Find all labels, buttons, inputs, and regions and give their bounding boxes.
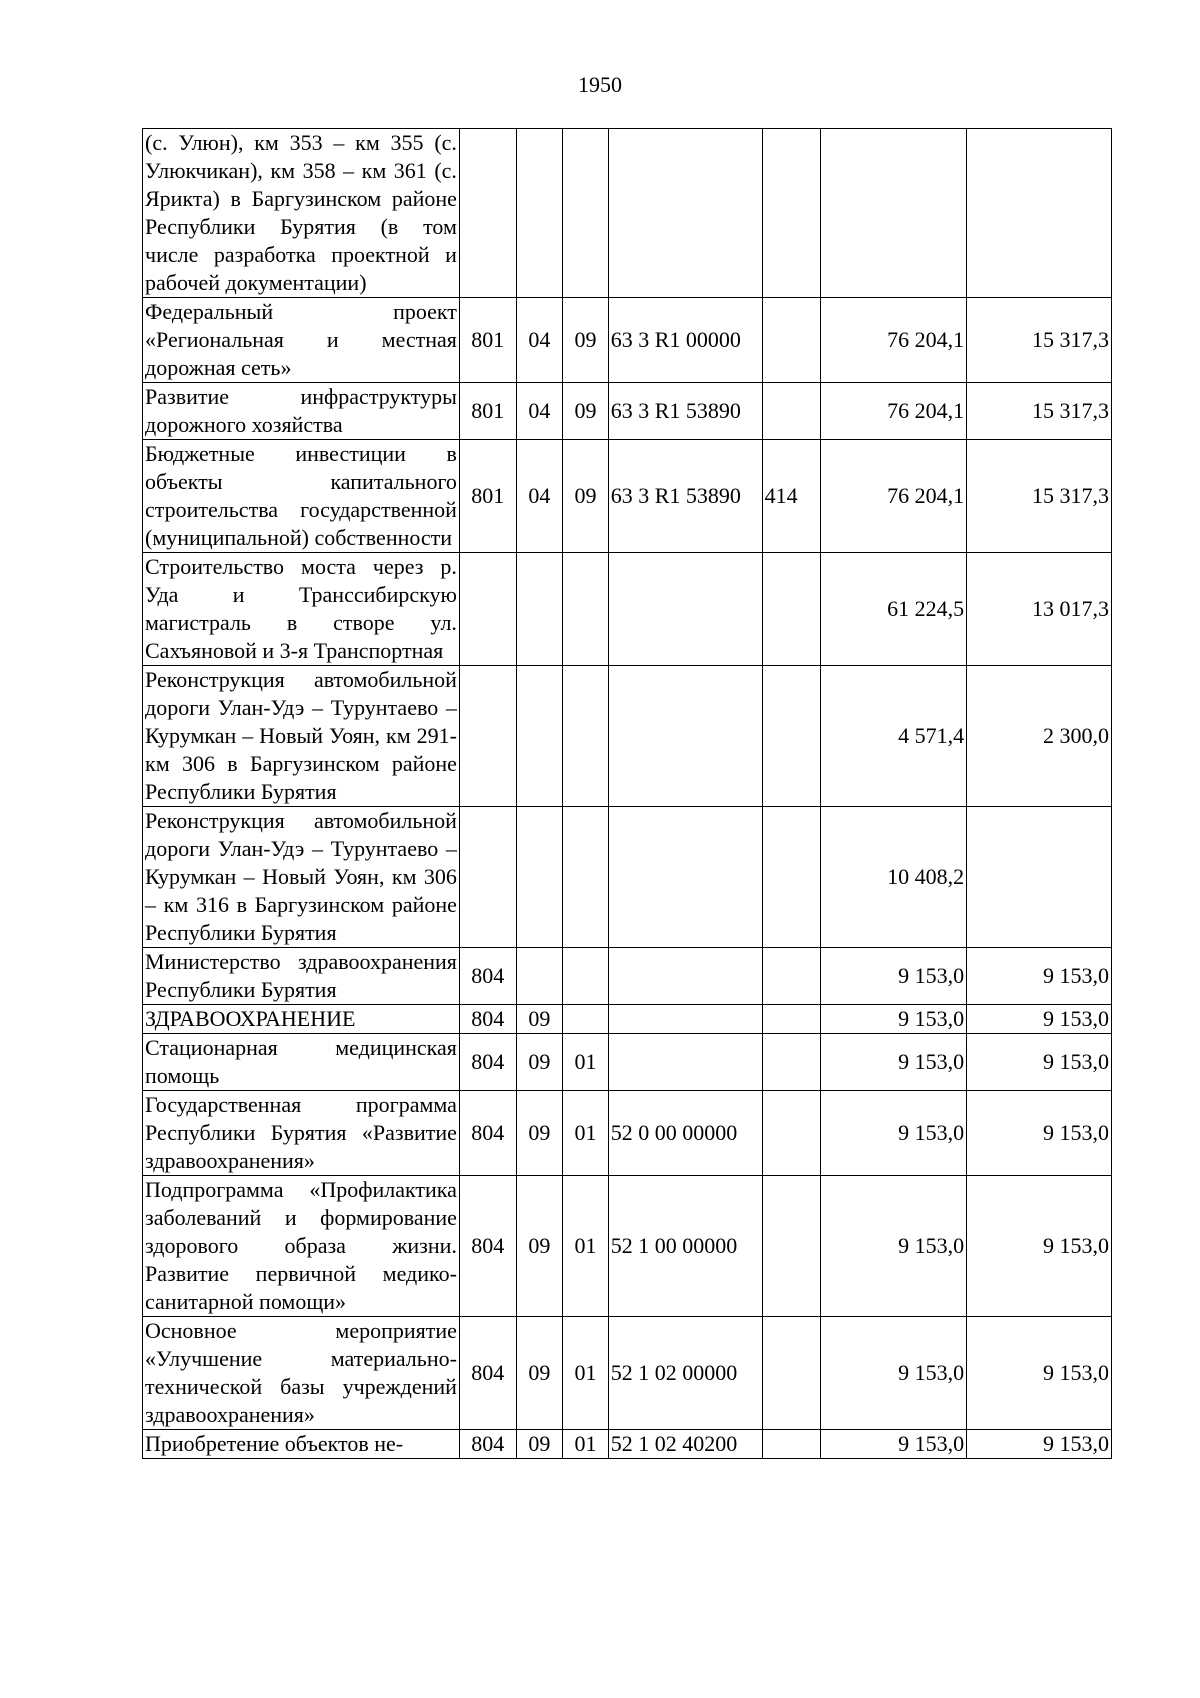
cell-amount-2: 9 153,0 (967, 1176, 1112, 1317)
table-row (143, 1091, 1112, 1176)
cell-department-code: 804 (459, 1005, 516, 1034)
cell-department-code (459, 666, 516, 807)
cell-amount-1: 76 204,1 (821, 298, 967, 383)
cell-department-code: 804 (459, 1034, 516, 1091)
cell-expense-type (762, 666, 821, 807)
cell-subsection-code: 01 (563, 1034, 609, 1091)
table-row (143, 553, 1112, 666)
cell-description: (с. Улюн), км 353 – км 355 (с. Улюкчикан), км 358 – км 361 (с. Ярикта) в Баргузинском районе Республики Бурятия (в том числе разработка проектной и рабочей документации) (143, 129, 460, 298)
cell-expense-type (762, 383, 821, 440)
cell-description: Реконструкция автомобильной дороги Улан-Удэ – Турунтаево – Курумкан – Новый Уоян, км 291- км 306 в Баргузинском районе Республики Бурятия (143, 666, 460, 807)
cell-department-code (459, 553, 516, 666)
cell-description: ЗДРАВООХРАНЕНИЕ (143, 1005, 460, 1034)
cell-amount-2: 9 153,0 (967, 1034, 1112, 1091)
cell-section-code (516, 129, 563, 298)
cell-description: Министерство здравоохранения Республики Бурятия (143, 948, 460, 1005)
cell-subsection-code (563, 807, 609, 948)
cell-description: Государственная программа Республики Бурятия «Развитие здравоохранения» (143, 1091, 460, 1176)
table-row (143, 948, 1112, 1005)
cell-target-article: 52 1 02 00000 (608, 1317, 762, 1430)
cell-subsection-code: 01 (563, 1091, 609, 1176)
cell-amount-2: 15 317,3 (967, 383, 1112, 440)
cell-target-article (608, 129, 762, 298)
cell-amount-1: 9 153,0 (821, 1176, 967, 1317)
cell-description: Приобретение объектов не- (143, 1430, 460, 1459)
cell-amount-2: 9 153,0 (967, 948, 1112, 1005)
cell-amount-1 (821, 129, 967, 298)
cell-expense-type (762, 298, 821, 383)
cell-amount-1: 9 153,0 (821, 948, 967, 1005)
cell-department-code: 804 (459, 1176, 516, 1317)
table-row (143, 807, 1112, 948)
cell-subsection-code (563, 129, 609, 298)
cell-expense-type (762, 1317, 821, 1430)
table-row (143, 383, 1112, 440)
cell-section-code: 09 (516, 1005, 563, 1034)
cell-target-article (608, 1005, 762, 1034)
cell-department-code: 804 (459, 1317, 516, 1430)
cell-subsection-code: 01 (563, 1430, 609, 1459)
cell-description: Строительство моста через р. Уда и Транссибирскую магистраль в створе ул. Сахъяновой и 3-я Транспортная (143, 553, 460, 666)
cell-subsection-code: 09 (563, 383, 609, 440)
cell-expense-type (762, 1005, 821, 1034)
cell-section-code: 09 (516, 1317, 563, 1430)
cell-target-article: 52 0 00 00000 (608, 1091, 762, 1176)
cell-description: Стационарная медицинская помощь (143, 1034, 460, 1091)
cell-expense-type (762, 1091, 821, 1176)
cell-subsection-code (563, 553, 609, 666)
cell-amount-1: 76 204,1 (821, 383, 967, 440)
cell-subsection-code: 01 (563, 1317, 609, 1430)
cell-section-code: 09 (516, 1176, 563, 1317)
cell-description: Реконструкция автомобильной дороги Улан-Удэ – Турунтаево – Курумкан – Новый Уоян, км 306 – км 316 в Баргузинском районе Республики Бурятия (143, 807, 460, 948)
cell-amount-1: 4 571,4 (821, 666, 967, 807)
cell-amount-2: 13 017,3 (967, 553, 1112, 666)
cell-department-code: 804 (459, 948, 516, 1005)
cell-amount-1: 61 224,5 (821, 553, 967, 666)
cell-department-code: 804 (459, 1091, 516, 1176)
cell-description: Бюджетные инвестиции в объекты капитального строительства государственной (муниципальной) собственности (143, 440, 460, 553)
cell-expense-type (762, 1430, 821, 1459)
cell-department-code (459, 129, 516, 298)
cell-subsection-code: 09 (563, 298, 609, 383)
cell-section-code: 04 (516, 383, 563, 440)
cell-amount-1: 76 204,1 (821, 440, 967, 553)
cell-target-article: 52 1 00 00000 (608, 1176, 762, 1317)
cell-department-code: 801 (459, 298, 516, 383)
table-body (143, 129, 1112, 1459)
table-row (143, 1176, 1112, 1317)
cell-section-code (516, 807, 563, 948)
cell-department-code: 801 (459, 383, 516, 440)
cell-expense-type (762, 807, 821, 948)
table-row (143, 666, 1112, 807)
table-row (143, 129, 1112, 298)
cell-section-code (516, 948, 563, 1005)
cell-expense-type (762, 129, 821, 298)
cell-target-article: 52 1 02 40200 (608, 1430, 762, 1459)
cell-amount-2: 15 317,3 (967, 440, 1112, 553)
cell-amount-1: 9 153,0 (821, 1317, 967, 1430)
cell-target-article: 63 3 R1 00000 (608, 298, 762, 383)
cell-description: Основное мероприятие «Улучшение материально-технической базы учреждений здравоохранения» (143, 1317, 460, 1430)
cell-department-code (459, 807, 516, 948)
table-row (143, 1317, 1112, 1430)
cell-target-article (608, 948, 762, 1005)
cell-expense-type (762, 553, 821, 666)
table-row (143, 1034, 1112, 1091)
cell-subsection-code: 01 (563, 1176, 609, 1317)
cell-amount-2: 2 300,0 (967, 666, 1112, 807)
cell-expense-type: 414 (762, 440, 821, 553)
cell-amount-2: 9 153,0 (967, 1430, 1112, 1459)
cell-section-code: 04 (516, 440, 563, 553)
cell-amount-2 (967, 807, 1112, 948)
cell-section-code: 09 (516, 1091, 563, 1176)
budget-table (142, 128, 1112, 1459)
cell-section-code: 09 (516, 1034, 563, 1091)
cell-section-code (516, 553, 563, 666)
cell-amount-2: 9 153,0 (967, 1091, 1112, 1176)
page-number: 1950 (578, 72, 622, 97)
cell-subsection-code (563, 1005, 609, 1034)
cell-subsection-code (563, 948, 609, 1005)
cell-description: Подпрограмма «Профилактика заболеваний и формирование здорового образа жизни. Развитие первичной медико-санитарной помощи» (143, 1176, 460, 1317)
cell-expense-type (762, 1176, 821, 1317)
cell-amount-2: 9 153,0 (967, 1005, 1112, 1034)
cell-amount-1: 10 408,2 (821, 807, 967, 948)
cell-amount-1: 9 153,0 (821, 1091, 967, 1176)
cell-subsection-code: 09 (563, 440, 609, 553)
cell-amount-2 (967, 129, 1112, 298)
cell-expense-type (762, 948, 821, 1005)
cell-expense-type (762, 1034, 821, 1091)
cell-amount-1: 9 153,0 (821, 1005, 967, 1034)
cell-target-article: 63 3 R1 53890 (608, 383, 762, 440)
cell-description: Развитие инфраструктуры дорожного хозяйства (143, 383, 460, 440)
cell-amount-1: 9 153,0 (821, 1034, 967, 1091)
table-row (143, 1005, 1112, 1034)
cell-amount-1: 9 153,0 (821, 1430, 967, 1459)
cell-target-article (608, 1034, 762, 1091)
cell-section-code (516, 666, 563, 807)
cell-target-article: 63 3 R1 53890 (608, 440, 762, 553)
cell-subsection-code (563, 666, 609, 807)
cell-section-code: 09 (516, 1430, 563, 1459)
cell-target-article (608, 666, 762, 807)
cell-description: Федеральный проект «Региональная и местная дорожная сеть» (143, 298, 460, 383)
cell-target-article (608, 553, 762, 666)
table-row (143, 298, 1112, 383)
cell-target-article (608, 807, 762, 948)
cell-department-code: 801 (459, 440, 516, 553)
cell-section-code: 04 (516, 298, 563, 383)
cell-department-code: 804 (459, 1430, 516, 1459)
table-row (143, 440, 1112, 553)
cell-amount-2: 15 317,3 (967, 298, 1112, 383)
table-row (143, 1430, 1112, 1459)
cell-amount-2: 9 153,0 (967, 1317, 1112, 1430)
